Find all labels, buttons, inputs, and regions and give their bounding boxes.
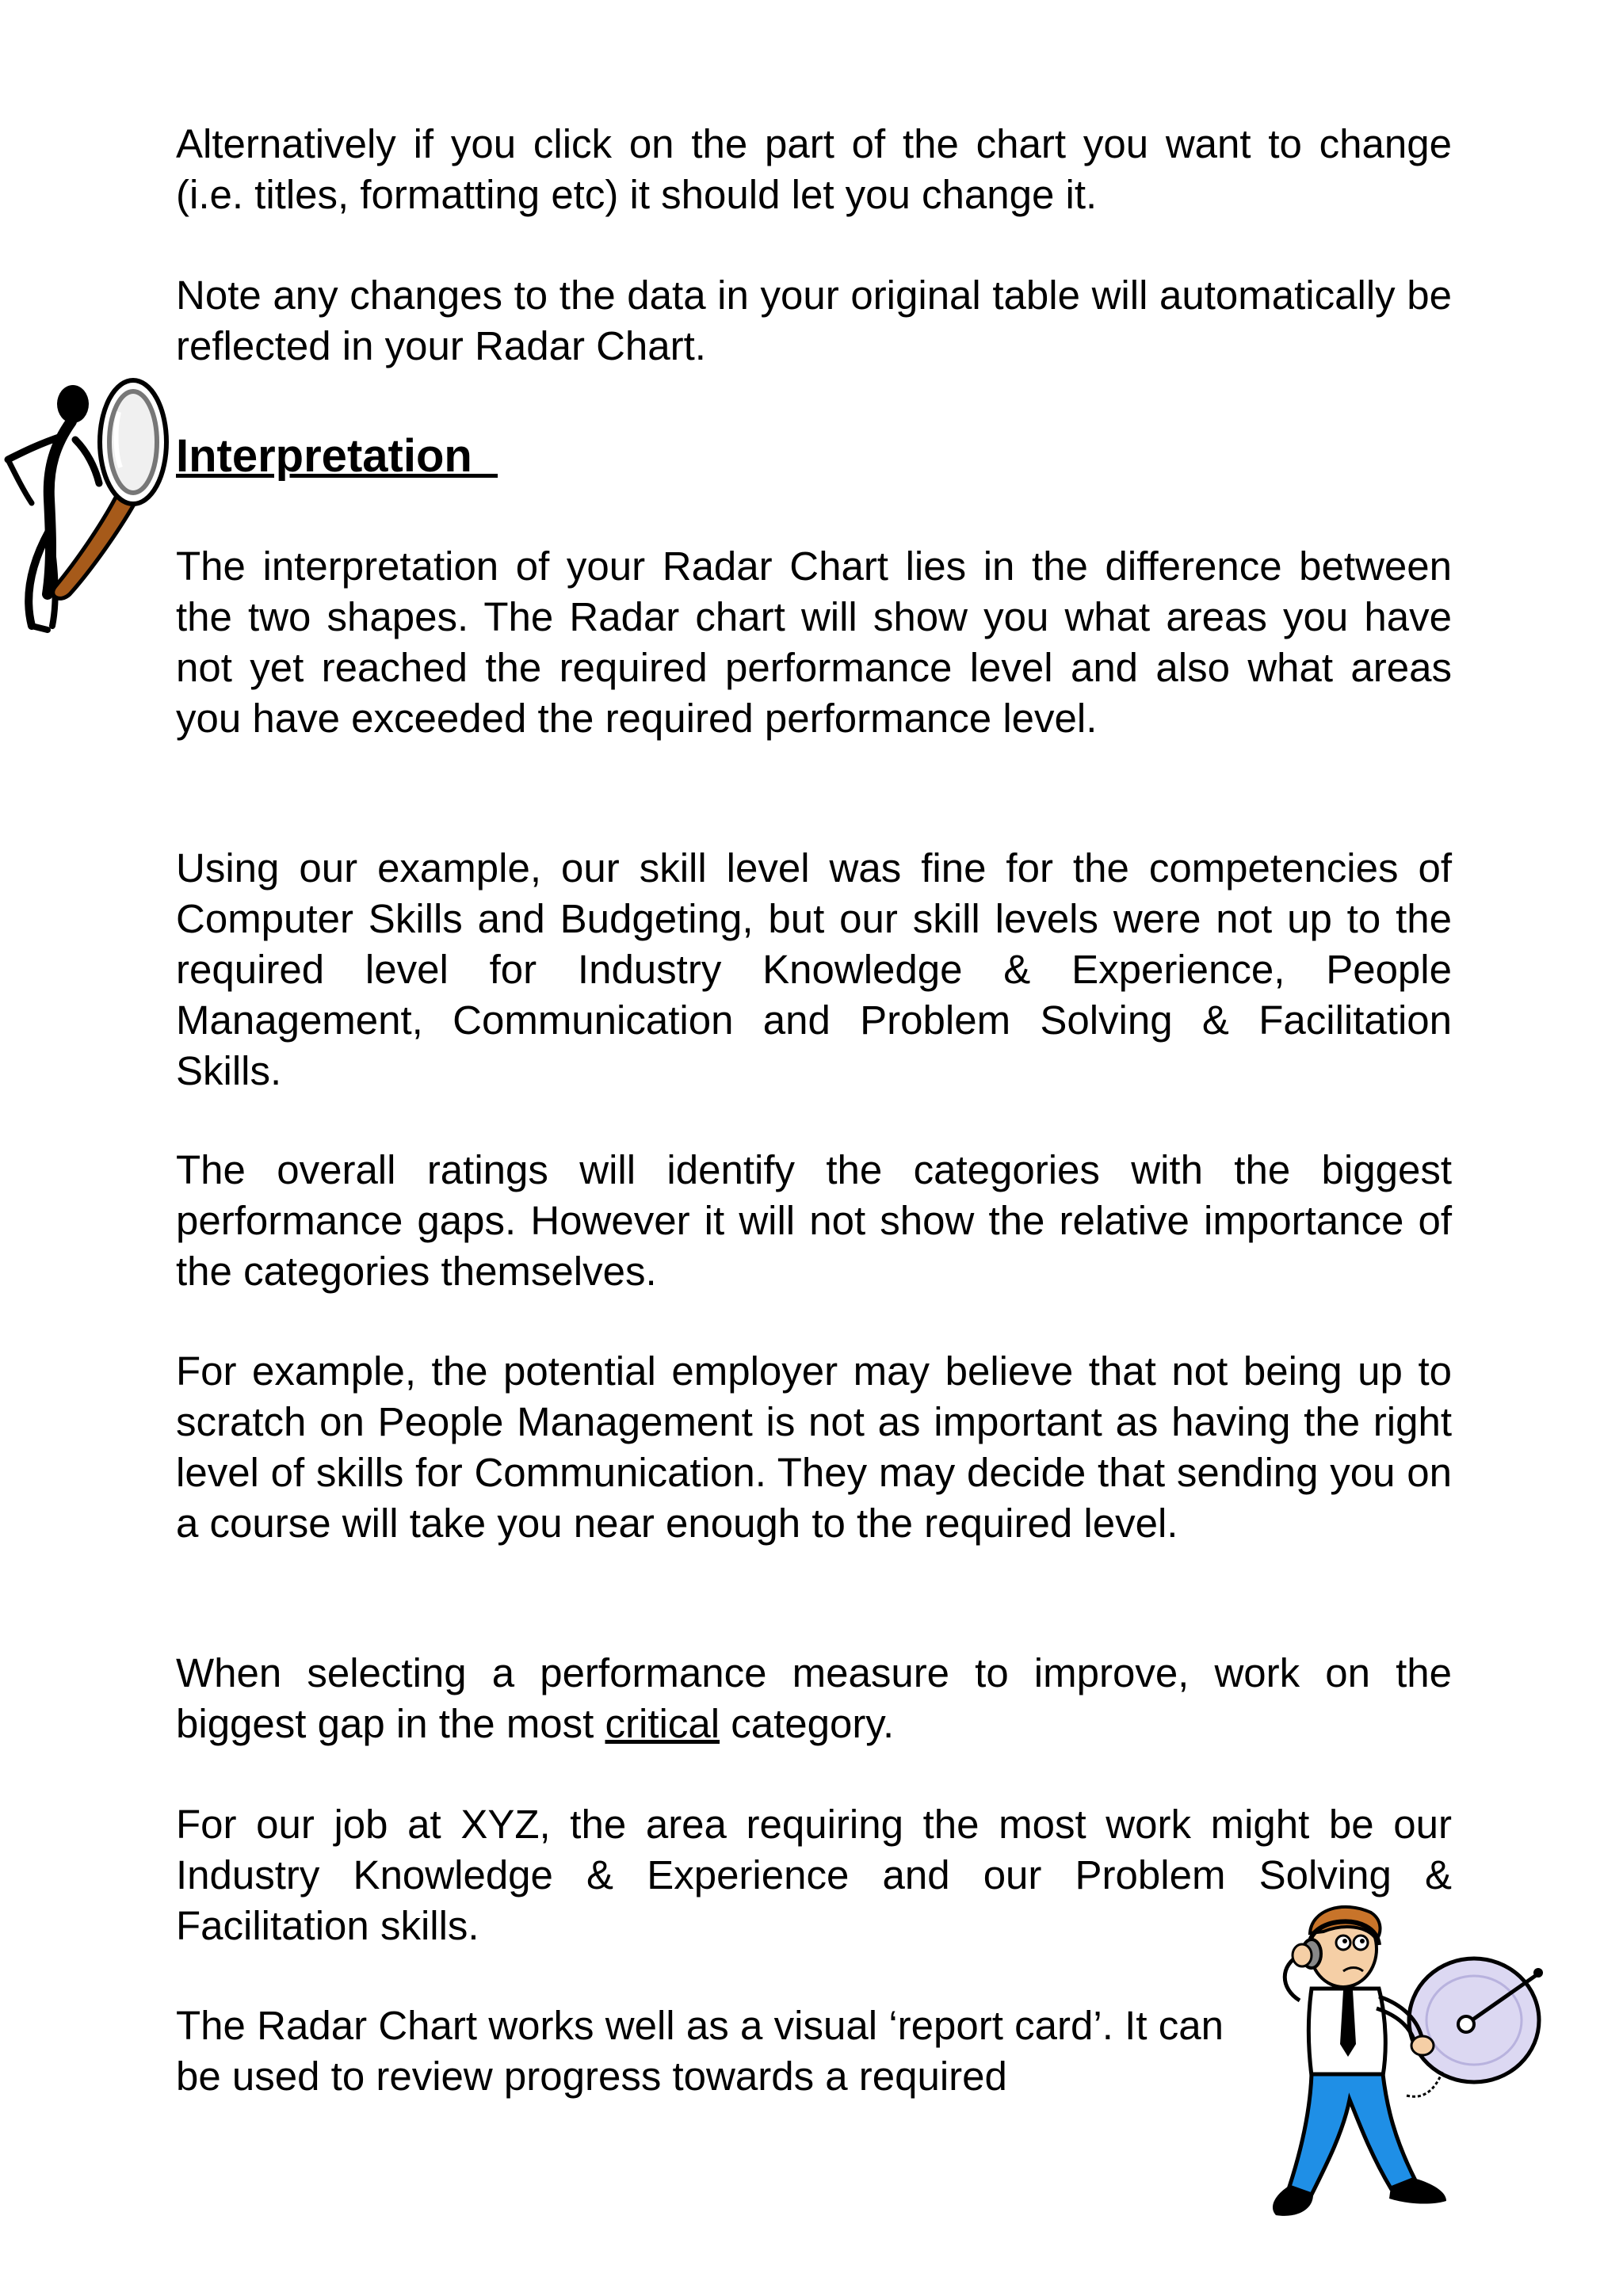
critical-text-after: category. — [720, 1701, 895, 1746]
critical-underlined-word: critical — [605, 1701, 720, 1746]
paragraph-interpretation: The interpretation of your Radar Chart lies in the difference between the two shapes. The Radar chart will show you what areas you have not yet reached the required performance level and also what areas you have exceeded the required performance level. — [176, 543, 1452, 741]
paragraph-overall-ratings: The overall ratings will identify the categories with the biggest performance gaps. However it will not show the relative importance of the categories themselves. — [176, 1147, 1452, 1294]
paragraph-for-example: For example, the potential employer may believe that not being up to scratch on People Management is not as important as having the right level of skills for Communication. They may decide that sending you on a course will take you near enough to the required level. — [176, 1348, 1452, 1546]
critical-text-before: When selecting a performance measure to improve, work on the biggest gap in the most — [176, 1650, 1452, 1746]
magnifying-glass-figure-icon — [0, 372, 174, 642]
section-heading-interpretation: Interpretation — [176, 430, 498, 482]
paragraph-xyz-job: For our job at XYZ, the area requiring the most work might be our Industry Knowledge & Experience and our Problem Solving & Facilitation skills. — [176, 1802, 1452, 1948]
man-with-radar-dish-icon — [1224, 1901, 1573, 2234]
paragraph-selecting-measure — [176, 1648, 1452, 1749]
paragraph-note-changes: Note any changes to the data in your original table will automatically be reflected in your Radar Chart. — [176, 273, 1452, 368]
paragraph-using-example: Using our example, our skill level was fine for the competencies of Computer Skills and Budgeting, but our skill levels were not up to the required level for Industry Knowledge & Experience, People Management, Communication and Problem Solving & Facilitation Skills. — [176, 845, 1452, 1093]
paragraph-report-card: The Radar Chart works well as a visual ‘report card’. It can be used to review progress towards a required — [176, 2003, 1224, 2099]
paragraph-alternatively: Alternatively if you click on the part of the chart you want to change (i.e. titles, formatting etc) it should let you change it. — [176, 121, 1452, 217]
